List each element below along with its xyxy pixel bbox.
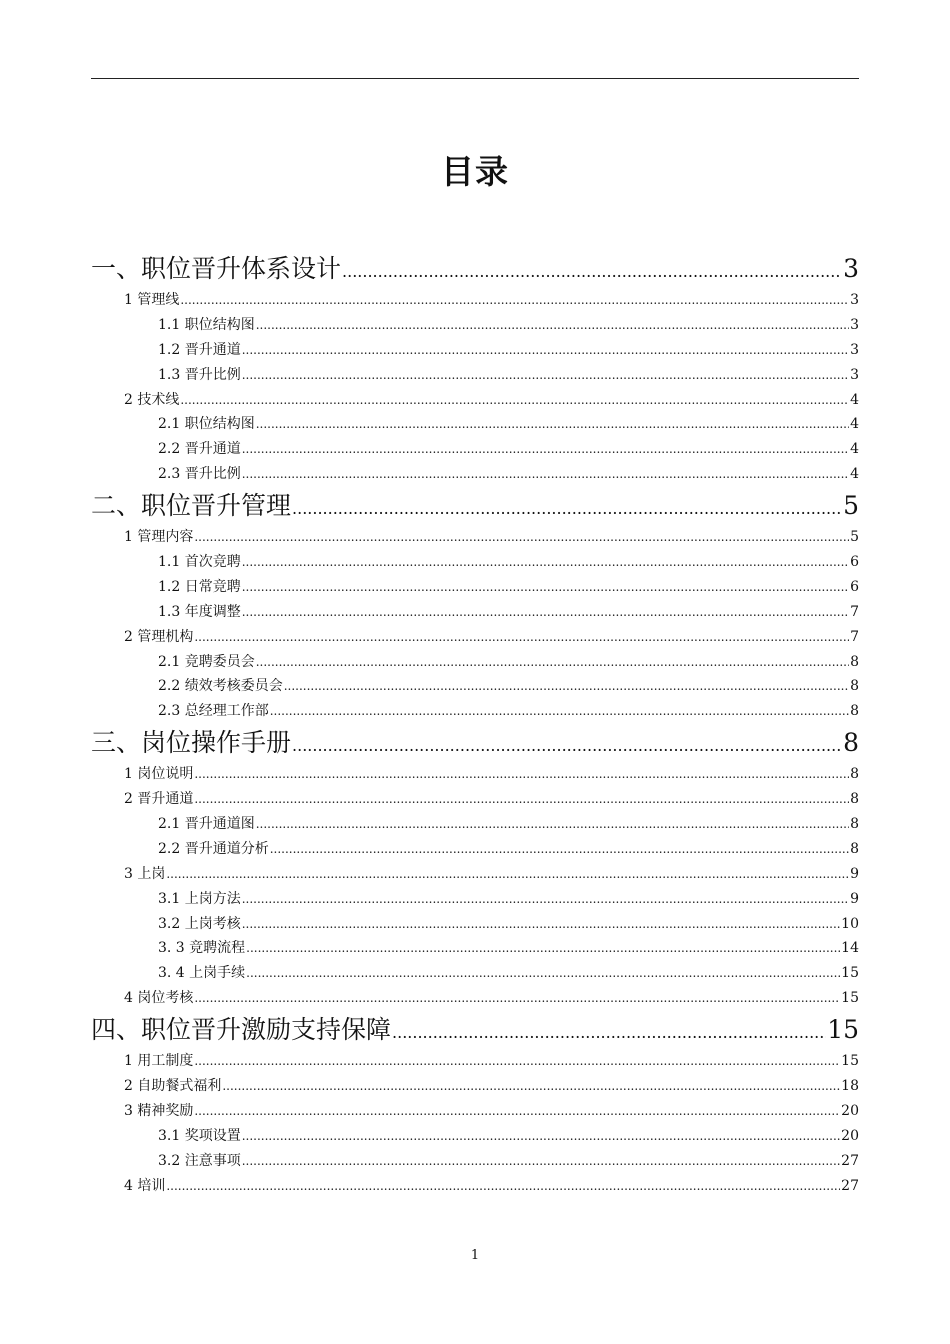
toc-entry-label: 二、职位晋升管理 xyxy=(91,491,292,521)
toc-entry-label: 3.1 上岗方法 xyxy=(158,890,241,907)
toc-dot-leader xyxy=(242,887,849,912)
toc-dot-leader xyxy=(256,812,849,837)
toc-dot-leader xyxy=(242,1149,840,1174)
toc-entry-page-number: 8 xyxy=(850,678,859,695)
toc-dot-leader xyxy=(342,250,842,291)
toc-entry-page-number: 5 xyxy=(843,491,859,521)
toc-subsection-entry[interactable] xyxy=(91,699,859,724)
toc-section-entry[interactable] xyxy=(91,862,859,887)
toc-entry-label: 1 管理内容 xyxy=(124,529,194,546)
toc-entry-label: 2.2 绩效考核委员会 xyxy=(158,678,283,695)
toc-entry-label: 2.1 晋升通道图 xyxy=(158,816,255,833)
toc-entry-page-number: 14 xyxy=(841,940,859,957)
toc-entry-label: 2.2 晋升通道分析 xyxy=(158,840,269,857)
toc-dot-leader xyxy=(242,575,849,600)
toc-entry-label: 3.1 奖项设置 xyxy=(158,1127,241,1144)
toc-dot-leader xyxy=(242,462,849,487)
toc-dot-leader xyxy=(242,363,849,388)
toc-subsection-entry[interactable] xyxy=(91,961,859,986)
toc-entry-label: 1 用工制度 xyxy=(124,1053,194,1070)
toc-dot-leader xyxy=(242,600,849,625)
toc-entry-label: 1 岗位说明 xyxy=(124,766,194,783)
toc-entry-page-number: 15 xyxy=(841,990,859,1007)
toc-entry-page-number: 8 xyxy=(850,766,859,783)
toc-dot-leader xyxy=(242,437,849,462)
toc-entry-page-number: 15 xyxy=(841,965,859,982)
page-number: 1 xyxy=(470,1248,480,1263)
toc-entry-page-number: 27 xyxy=(841,1177,859,1194)
toc-entry-label: 2.2 晋升通道 xyxy=(158,441,241,458)
toc-entry-label: 1.3 晋升比例 xyxy=(158,366,241,383)
toc-entry-page-number: 3 xyxy=(843,254,859,283)
toc-subsection-entry[interactable] xyxy=(91,412,859,437)
toc-dot-leader xyxy=(256,412,849,437)
toc-dot-leader xyxy=(242,1124,840,1149)
toc-subsection-entry[interactable] xyxy=(91,674,859,699)
toc-entry-page-number: 20 xyxy=(841,1127,859,1144)
toc-dot-leader xyxy=(180,288,849,313)
toc-entry-label: 3. 4 上岗手续 xyxy=(158,965,246,982)
toc-subsection-entry[interactable] xyxy=(91,338,859,363)
toc-subsection-entry[interactable] xyxy=(91,837,859,862)
toc-entry-page-number: 27 xyxy=(841,1152,859,1169)
toc-section-entry[interactable] xyxy=(91,1174,859,1199)
toc-entry-label: 2 技术线 xyxy=(124,391,180,408)
toc-entry-label: 2.3 总经理工作部 xyxy=(158,703,269,720)
toc-entry-page-number: 8 xyxy=(843,728,859,758)
toc-chapter-entry[interactable] xyxy=(91,1011,859,1049)
toc-dot-leader xyxy=(194,1099,840,1124)
toc-entry-page-number: 15 xyxy=(827,1015,859,1045)
toc-entry-page-number: 3 xyxy=(850,341,859,358)
toc-subsection-entry[interactable] xyxy=(91,313,859,338)
toc-dot-leader xyxy=(392,1011,826,1052)
toc-entry-page-number: 7 xyxy=(850,603,859,620)
toc-entry-label: 3 上岗 xyxy=(124,865,166,882)
toc-entry-label: 一、职位晋升体系设计 xyxy=(91,254,342,283)
header-rule xyxy=(91,78,859,79)
toc-entry-page-number: 4 xyxy=(850,416,859,433)
toc-subsection-entry[interactable] xyxy=(91,1124,859,1149)
toc-section-entry[interactable] xyxy=(91,762,859,787)
toc-entry-page-number: 8 xyxy=(850,816,859,833)
toc-subsection-entry[interactable] xyxy=(91,600,859,625)
toc-entry-label: 2.3 晋升比例 xyxy=(158,466,241,483)
toc-chapter-entry[interactable] xyxy=(91,250,859,288)
toc-dot-leader xyxy=(256,650,849,675)
toc-entry-page-number: 6 xyxy=(850,578,859,595)
toc-entry-label: 三、岗位操作手册 xyxy=(91,728,292,758)
toc-entry-label: 四、职位晋升激励支持保障 xyxy=(91,1015,392,1045)
toc-entry-page-number: 8 xyxy=(850,653,859,670)
toc-entry-page-number: 4 xyxy=(850,441,859,458)
toc-section-entry[interactable] xyxy=(91,525,859,550)
toc-entry-page-number: 8 xyxy=(850,840,859,857)
toc-entry-label: 1.2 日常竞聘 xyxy=(158,578,241,595)
toc-entry-label: 2 自助餐式福利 xyxy=(124,1078,222,1095)
toc-section-entry[interactable] xyxy=(91,1049,859,1074)
toc-entry-label: 3.2 上岗考核 xyxy=(158,915,241,932)
toc-entry-page-number: 3 xyxy=(850,316,859,333)
toc-subsection-entry[interactable] xyxy=(91,437,859,462)
toc-section-entry[interactable] xyxy=(91,625,859,650)
toc-dot-leader xyxy=(194,762,849,787)
toc-dot-leader xyxy=(284,674,849,699)
toc-dot-leader xyxy=(256,313,849,338)
toc-section-entry[interactable] xyxy=(91,388,859,413)
table-of-contents xyxy=(91,250,859,1199)
toc-chapter-entry[interactable] xyxy=(91,724,859,762)
toc-entry-label: 3 精神奖励 xyxy=(124,1102,194,1119)
toc-entry-page-number: 6 xyxy=(850,554,859,571)
toc-dot-leader xyxy=(242,338,849,363)
toc-entry-label: 1.3 年度调整 xyxy=(158,603,241,620)
toc-section-entry[interactable] xyxy=(91,986,859,1011)
toc-dot-leader xyxy=(270,837,849,862)
toc-dot-leader xyxy=(194,525,849,550)
toc-dot-leader xyxy=(222,1074,840,1099)
toc-entry-page-number: 8 xyxy=(850,703,859,720)
toc-section-entry[interactable] xyxy=(91,1074,859,1099)
toc-dot-leader xyxy=(166,1174,840,1199)
toc-entry-page-number: 5 xyxy=(850,529,859,546)
toc-entry-page-number: 9 xyxy=(850,865,859,882)
toc-entry-label: 2 管理机构 xyxy=(124,628,194,645)
toc-entry-label: 4 岗位考核 xyxy=(124,990,194,1007)
toc-entry-page-number: 3 xyxy=(850,366,859,383)
toc-subsection-entry[interactable] xyxy=(91,887,859,912)
toc-subsection-entry[interactable] xyxy=(91,462,859,487)
toc-entry-label: 1.1 首次竞聘 xyxy=(158,554,241,571)
toc-entry-page-number: 18 xyxy=(841,1078,859,1095)
toc-dot-leader xyxy=(194,787,849,812)
toc-entry-page-number: 20 xyxy=(841,1102,859,1119)
toc-subsection-entry[interactable] xyxy=(91,575,859,600)
toc-dot-leader xyxy=(292,724,842,765)
toc-entry-label: 3. 3 竞聘流程 xyxy=(158,940,246,957)
toc-entry-page-number: 9 xyxy=(850,890,859,907)
toc-chapter-entry[interactable] xyxy=(91,487,859,525)
toc-entry-page-number: 8 xyxy=(850,791,859,808)
toc-subsection-entry[interactable] xyxy=(91,936,859,961)
toc-entry-page-number: 4 xyxy=(850,466,859,483)
toc-subsection-entry[interactable] xyxy=(91,550,859,575)
toc-entry-label: 1.1 职位结构图 xyxy=(158,316,255,333)
toc-dot-leader xyxy=(270,699,849,724)
toc-subsection-entry[interactable] xyxy=(91,812,859,837)
toc-dot-leader xyxy=(246,936,840,961)
document-title: 目录 xyxy=(441,152,509,191)
toc-entry-page-number: 3 xyxy=(850,292,859,308)
toc-entry-label: 2 晋升通道 xyxy=(124,791,194,808)
toc-entry-page-number: 15 xyxy=(841,1053,859,1070)
toc-subsection-entry[interactable] xyxy=(91,363,859,388)
toc-section-entry[interactable] xyxy=(91,288,859,313)
toc-entry-page-number: 10 xyxy=(841,915,859,932)
toc-entry-label: 1.2 晋升通道 xyxy=(158,341,241,358)
toc-entry-page-number: 4 xyxy=(850,391,859,408)
toc-entry-label: 2.1 竞聘委员会 xyxy=(158,653,255,670)
toc-entry-label: 1 管理线 xyxy=(124,292,180,308)
toc-dot-leader xyxy=(242,912,840,937)
toc-dot-leader xyxy=(194,986,840,1011)
toc-entry-label: 3.2 注意事项 xyxy=(158,1152,241,1169)
toc-dot-leader xyxy=(194,625,849,650)
toc-section-entry[interactable] xyxy=(91,787,859,812)
toc-section-entry[interactable] xyxy=(91,1099,859,1124)
toc-dot-leader xyxy=(166,862,849,887)
toc-dot-leader xyxy=(246,961,840,986)
toc-entry-label: 4 培训 xyxy=(124,1177,166,1194)
toc-dot-leader xyxy=(180,388,849,413)
toc-entry-page-number: 7 xyxy=(850,628,859,645)
toc-entry-label: 2.1 职位结构图 xyxy=(158,416,255,433)
toc-subsection-entry[interactable] xyxy=(91,650,859,675)
toc-subsection-entry[interactable] xyxy=(91,912,859,937)
toc-dot-leader xyxy=(242,550,849,575)
toc-dot-leader xyxy=(194,1049,840,1074)
toc-dot-leader xyxy=(292,487,842,528)
toc-subsection-entry[interactable] xyxy=(91,1149,859,1174)
